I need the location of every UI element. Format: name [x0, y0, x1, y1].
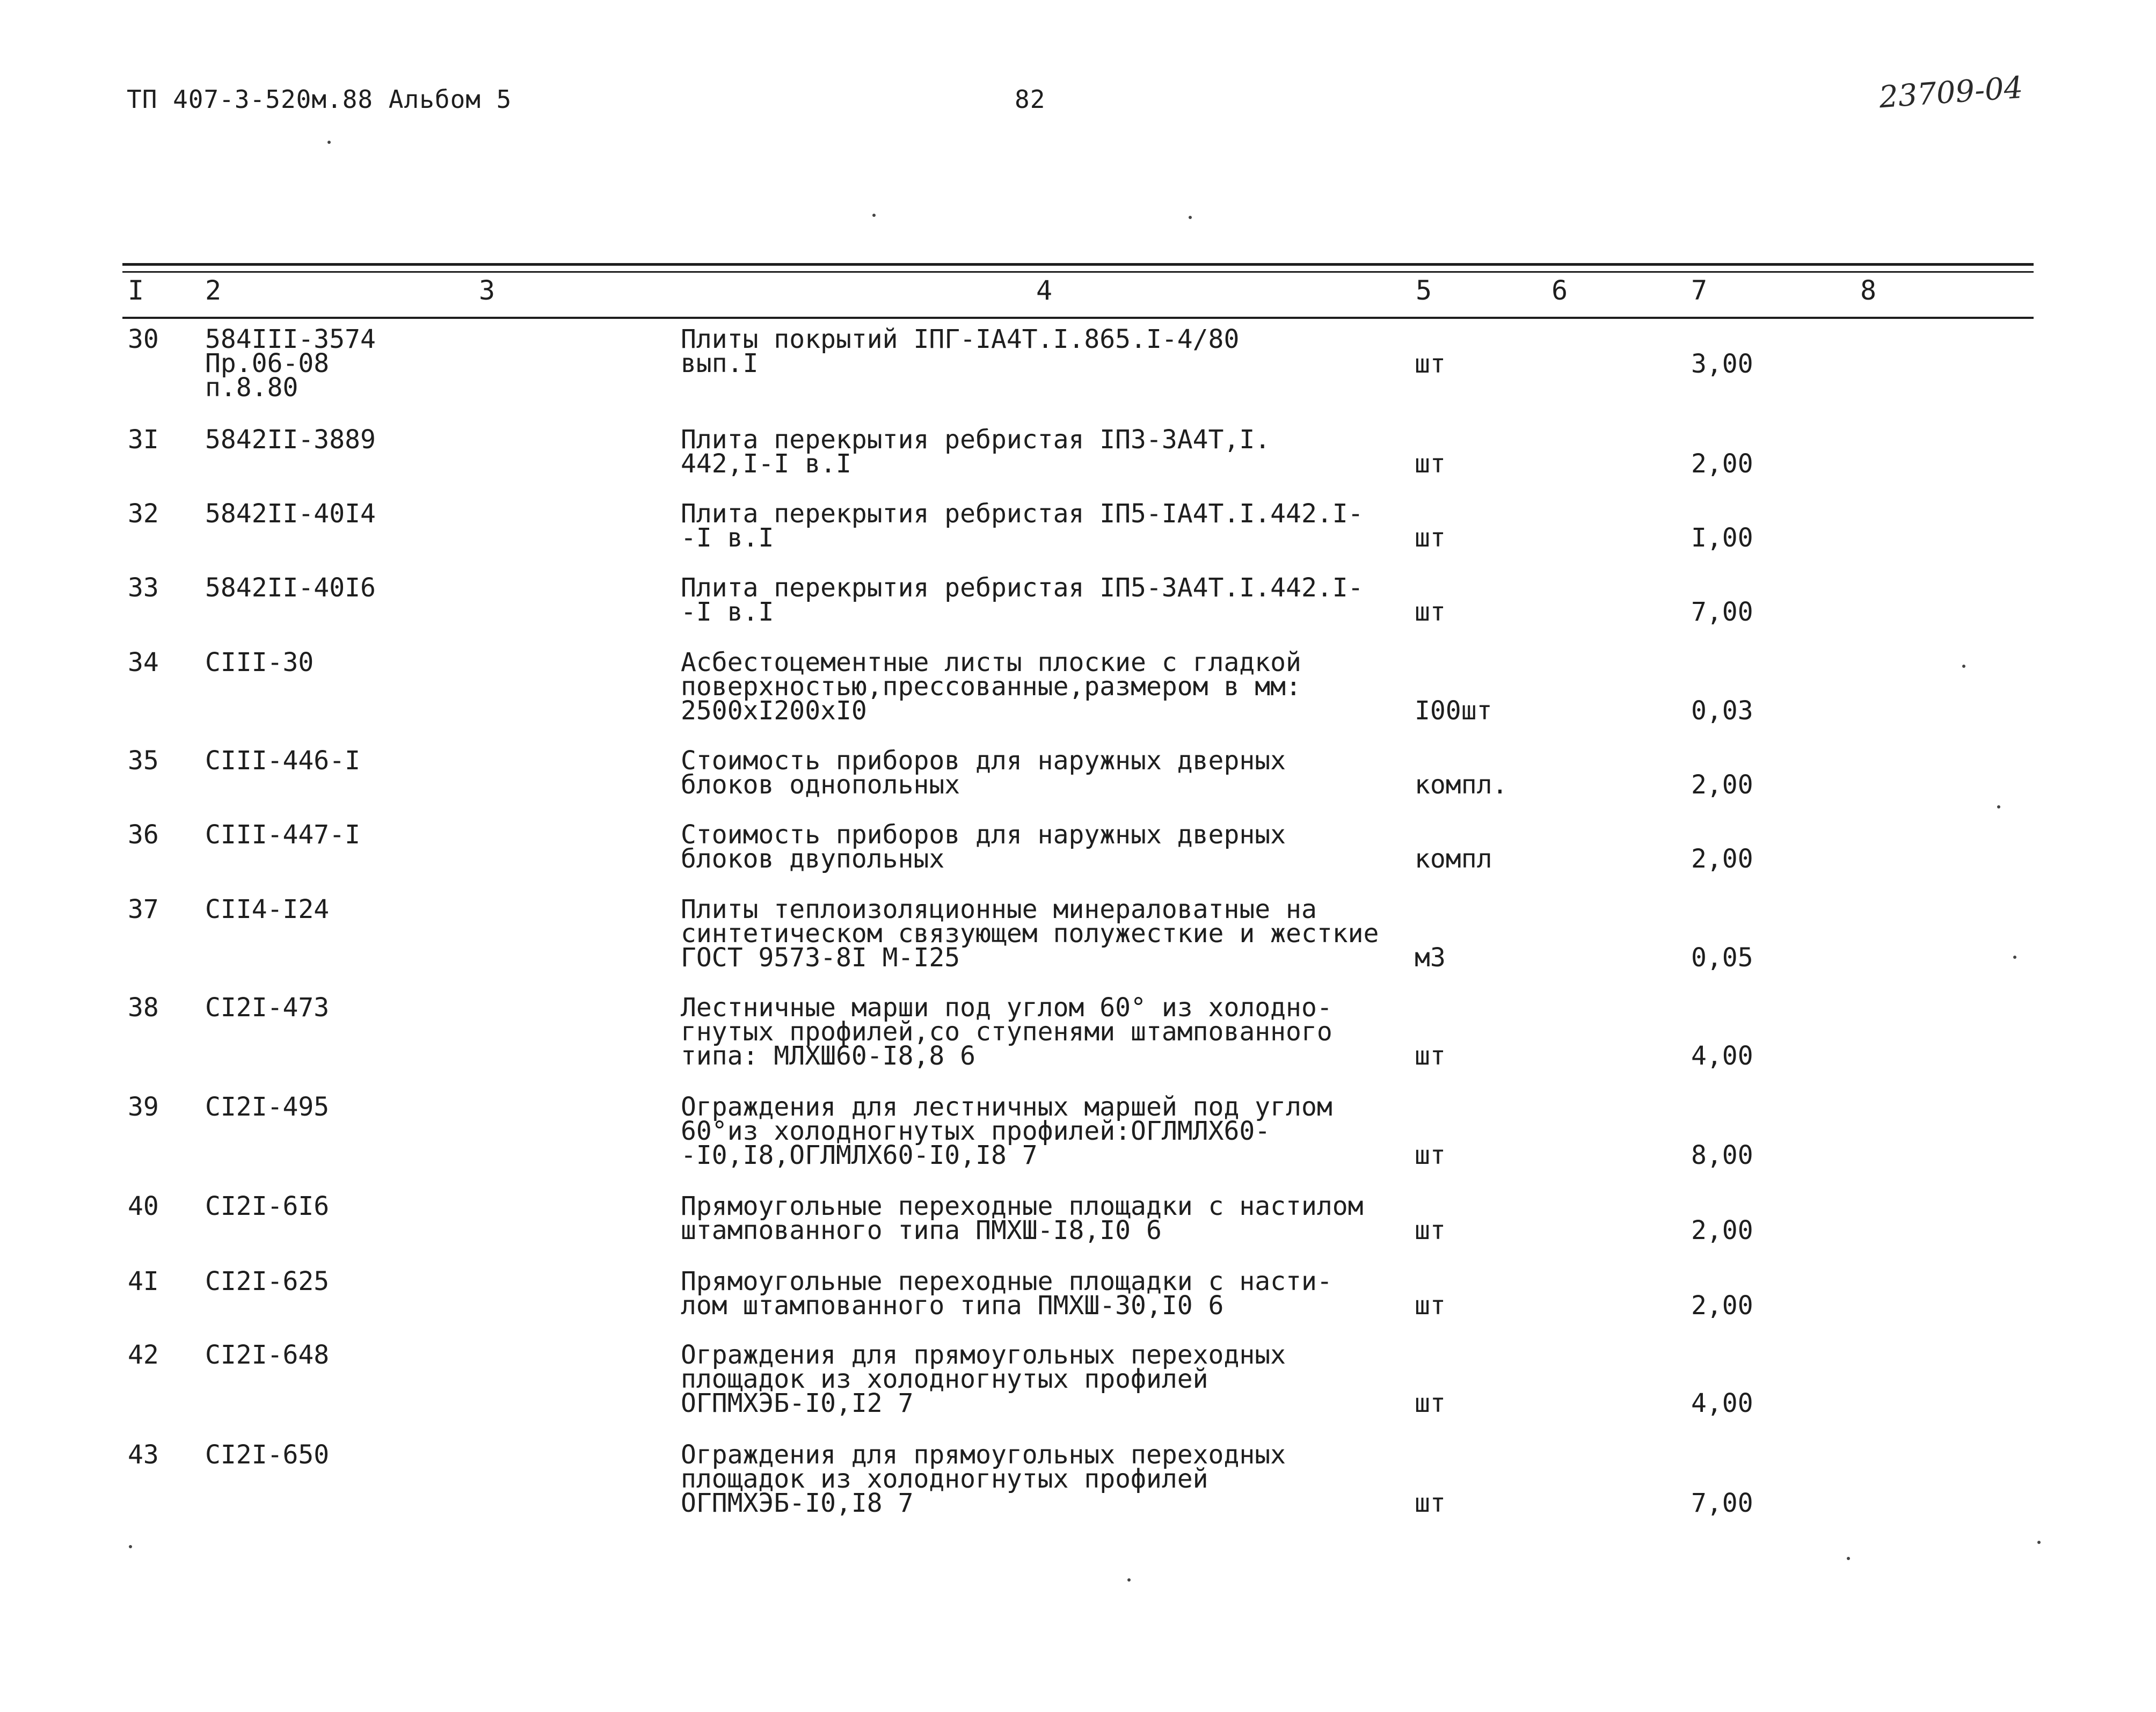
row-name: Ограждения для лестничных маршей под углом 60°из холодногнутых профилей:ОГЛМЛХ60- -I0,I8,ОГЛМЛХ60-I0,I8 7: [681, 1092, 1332, 1170]
row-quantity: 4,00: [1691, 1041, 1753, 1071]
row-number: 30: [128, 324, 159, 354]
row-code: CIII-30: [205, 647, 314, 677]
row-unit: шт: [1415, 1388, 1446, 1418]
row-unit: шт: [1415, 523, 1446, 553]
scan-speck: [129, 1545, 132, 1548]
row-unit: шт: [1415, 1041, 1446, 1071]
row-code: CI2I-495: [205, 1092, 330, 1122]
table-top-rule-thin: [122, 271, 2034, 273]
scan-speck: [2013, 956, 2016, 959]
scan-speck: [1847, 1557, 1850, 1560]
table-header-rule: [122, 317, 2034, 319]
row-quantity: 2,00: [1691, 770, 1753, 800]
scan-speck: [872, 214, 876, 217]
row-number: 39: [128, 1092, 159, 1122]
row-code: CI2I-6I6: [205, 1191, 330, 1221]
column-header-1: I: [128, 275, 144, 306]
row-name: Асбестоцементные листы плоские с гладкой поверхностью,прессованные,размером в мм: 2500хI200хI0: [681, 647, 1301, 726]
row-number: 35: [128, 746, 159, 776]
row-quantity: 2,00: [1691, 844, 1753, 874]
row-code: CIII-447-I: [205, 820, 360, 850]
column-header-3: 3: [479, 275, 496, 306]
row-quantity: 2,00: [1691, 1291, 1753, 1321]
row-number: 4I: [128, 1266, 159, 1296]
row-name: Стоимость приборов для наружных дверных блоков однопольных: [681, 746, 1286, 800]
table-top-rule: [122, 263, 2034, 266]
row-number: 36: [128, 820, 159, 850]
row-name: Стоимость приборов для наружных дверных блоков двупольных: [681, 820, 1286, 874]
row-unit: м3: [1415, 943, 1446, 973]
row-quantity: 7,00: [1691, 1488, 1753, 1518]
scan-speck: [1997, 805, 2000, 808]
row-number: 38: [128, 993, 159, 1023]
row-name: Плита перекрытия ребристая IП3-3А4Т,I. 442,I-I в.I: [681, 425, 1271, 479]
row-name: Ограждения для прямоугольных переходных площадок из холодногнутых профилей ОГПМХЭБ-I0,I2 7: [681, 1340, 1286, 1418]
row-number: 43: [128, 1440, 159, 1470]
row-unit: компл.: [1415, 770, 1508, 800]
row-name: Плита перекрытия ребристая IП5-3А4Т.I.442.I- -I в.I: [681, 573, 1364, 627]
row-number: 3I: [128, 425, 159, 455]
scan-speck: [1189, 216, 1192, 219]
handwritten-number: 23709-04: [1878, 70, 2024, 115]
scan-speck: [1962, 665, 1965, 668]
row-quantity: 7,00: [1691, 597, 1753, 627]
scan-speck: [2037, 1541, 2041, 1544]
row-number: 33: [128, 573, 159, 603]
column-header-6: 6: [1552, 275, 1568, 306]
row-quantity: 2,00: [1691, 1215, 1753, 1245]
row-unit: шт: [1415, 1215, 1446, 1245]
row-name: Плиты теплоизоляционные минераловатные на синтетическом связующем полужесткие и жесткие ГОСТ 9573-8I М-I25: [681, 894, 1379, 973]
row-name: Плиты покрытий IПГ-IА4Т.I.865.I-4/80 вып.I: [681, 324, 1240, 378]
column-header-2: 2: [205, 275, 222, 306]
row-number: 42: [128, 1340, 159, 1370]
row-code: 584III-3574 Пр.06-08 п.8.80: [205, 324, 376, 403]
row-number: 34: [128, 647, 159, 677]
row-name: Ограждения для прямоугольных переходных площадок из холодногнутых профилей ОГПМХЭБ-I0,I8 7: [681, 1440, 1286, 1518]
row-code: 5842II-3889: [205, 425, 376, 455]
row-unit: шт: [1415, 449, 1446, 479]
row-number: 37: [128, 894, 159, 924]
row-quantity: 3,00: [1691, 349, 1753, 379]
row-quantity: I,00: [1691, 523, 1753, 553]
row-code: CIII-446-I: [205, 746, 360, 776]
row-unit: I00шт: [1415, 696, 1492, 726]
row-name: Лестничные марши под углом 60° из холодно- гнутых профилей,со ступенями штампованного типа: МЛХШ60-I8,8 6: [681, 993, 1332, 1071]
row-name: Плита перекрытия ребристая IП5-IА4Т.I.442.I- -I в.I: [681, 499, 1364, 553]
column-header-4: 4: [1036, 275, 1053, 306]
row-code: 5842II-40I6: [205, 573, 376, 603]
row-name: Прямоугольные переходные площадки с насти- лом штампованного типа ПМХШ-30,I0 6: [681, 1266, 1332, 1321]
row-unit: шт: [1415, 1488, 1446, 1518]
row-number: 32: [128, 499, 159, 529]
row-unit: шт: [1415, 597, 1446, 627]
row-unit: шт: [1415, 1291, 1446, 1321]
scan-speck: [327, 141, 331, 144]
row-name: Прямоугольные переходные площадки с настилом штампованного типа ПМХШ-I8,I0 6: [681, 1191, 1364, 1245]
document-designation: ТП 407-3-520м.88 Альбом 5: [127, 85, 512, 114]
row-unit: шт: [1415, 349, 1446, 379]
column-header-8: 8: [1860, 275, 1877, 306]
row-code: CI2I-648: [205, 1340, 330, 1370]
row-code: CII4-I24: [205, 894, 330, 924]
row-quantity: 4,00: [1691, 1388, 1753, 1418]
scan-speck: [1127, 1578, 1131, 1582]
column-header-7: 7: [1691, 275, 1708, 306]
row-quantity: 8,00: [1691, 1140, 1753, 1170]
row-code: CI2I-473: [205, 993, 330, 1023]
row-unit: шт: [1415, 1140, 1446, 1170]
row-quantity: 0,05: [1691, 943, 1753, 973]
row-number: 40: [128, 1191, 159, 1221]
page-number: 82: [1015, 85, 1046, 114]
row-quantity: 0,03: [1691, 696, 1753, 726]
row-code: 5842II-40I4: [205, 499, 376, 529]
row-code: CI2I-625: [205, 1266, 330, 1296]
row-code: CI2I-650: [205, 1440, 330, 1470]
row-quantity: 2,00: [1691, 449, 1753, 479]
row-unit: компл: [1415, 844, 1492, 874]
column-header-5: 5: [1416, 275, 1432, 306]
